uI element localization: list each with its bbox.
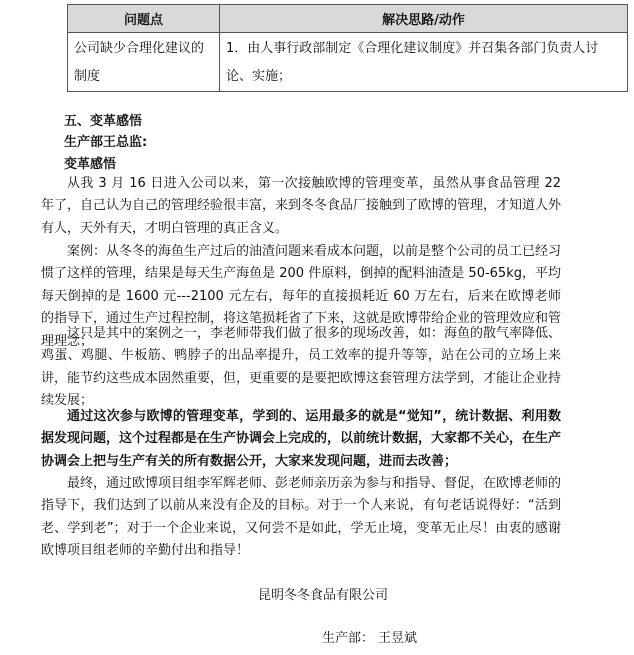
section-author: 生产部王总监:	[64, 135, 148, 150]
paragraph-case: 案例：从冬冬的海鱼生产过后的油渣问题来看成本问题，以前是整个公司的员工已经习惯了这样的管理，结果是每天生产海鱼是 200 件原料，倒掉的配料油渣是 50-65kg，平均每天倒掉的是 1600 元---2100 元左右，每年的直接损耗近 60 万左右，后来在欧博老师的指导下，通过生产过程控制，将这笔损耗省了下来，这就是欧博带给企业的管理效应和管理理念；	[41, 244, 562, 349]
signature-name: 王昱斌	[378, 631, 418, 646]
signature-dept: 生产部：	[322, 631, 375, 646]
paragraph-intro: 从我 3 月 16 日进入公司以来，第一次接触欧博的管理变革，虽然从事食品管理 22 年了，自己认为自己的管理经验很丰富，来到冬冬食品厂接触到了欧博的管理，才知道人外有人，天外有天，才明白管理的真正含义。	[41, 176, 562, 236]
table-header-problem: 问题点	[68, 5, 220, 33]
paragraph-conclusion: 最终，通过欧博项目组李军辉老师、彭老师亲历亲为参与和指导、督促，在欧博老师的指导下，我们达到了以前从来没有企及的目标。对于一个人来说，有句老话说得好：“活到老、学到老”；对于一个企业来说，又何尝不是如此，学无止境，变革无止尽！由衷的感谢欧博项目组老师的辛勤付出和指导！	[41, 476, 562, 559]
table-row	[68, 33, 628, 92]
paragraph-awareness: 通过这次参与欧博的管理变革，学到的、运用最多的就是“觉知”，统计数据、利用数据发现问题，这个过程都是在生产协调会上完成的，以前统计数据，大家都不关心，在生产协调会上把与生产有关的所有数据公开，大家来发现问题，进而去改善；	[41, 409, 562, 469]
table-cell-problem: 公司缺少合理化建议的制度	[68, 33, 220, 92]
section-subheading: 变革感悟	[64, 157, 117, 172]
table-cell-solution: 1．由人事行政部制定《合理化建议制度》并召集各部门负责人讨论、实施；	[220, 33, 628, 92]
section-heading: 五、变革感悟	[64, 114, 143, 129]
table-header-row	[68, 5, 628, 33]
table-header-solution: 解决思路/动作	[220, 5, 628, 33]
paragraph-improvements: 这只是其中的案例之一，李老师带我们做了很多的现场改善，如：海鱼的散气率降低、鸡蛋、鸡腿、牛板筋、鸭脖子的出品率提升，员工效率的提升等等，站在公司的立场上来讲，能节约这些成本固然重要，但，更重要的是要把欧博这套管理方法学到，才能让企业持续发展；	[41, 326, 562, 409]
signature-company: 昆明冬冬食品有限公司	[258, 588, 389, 603]
problem-solution-table	[67, 4, 628, 92]
